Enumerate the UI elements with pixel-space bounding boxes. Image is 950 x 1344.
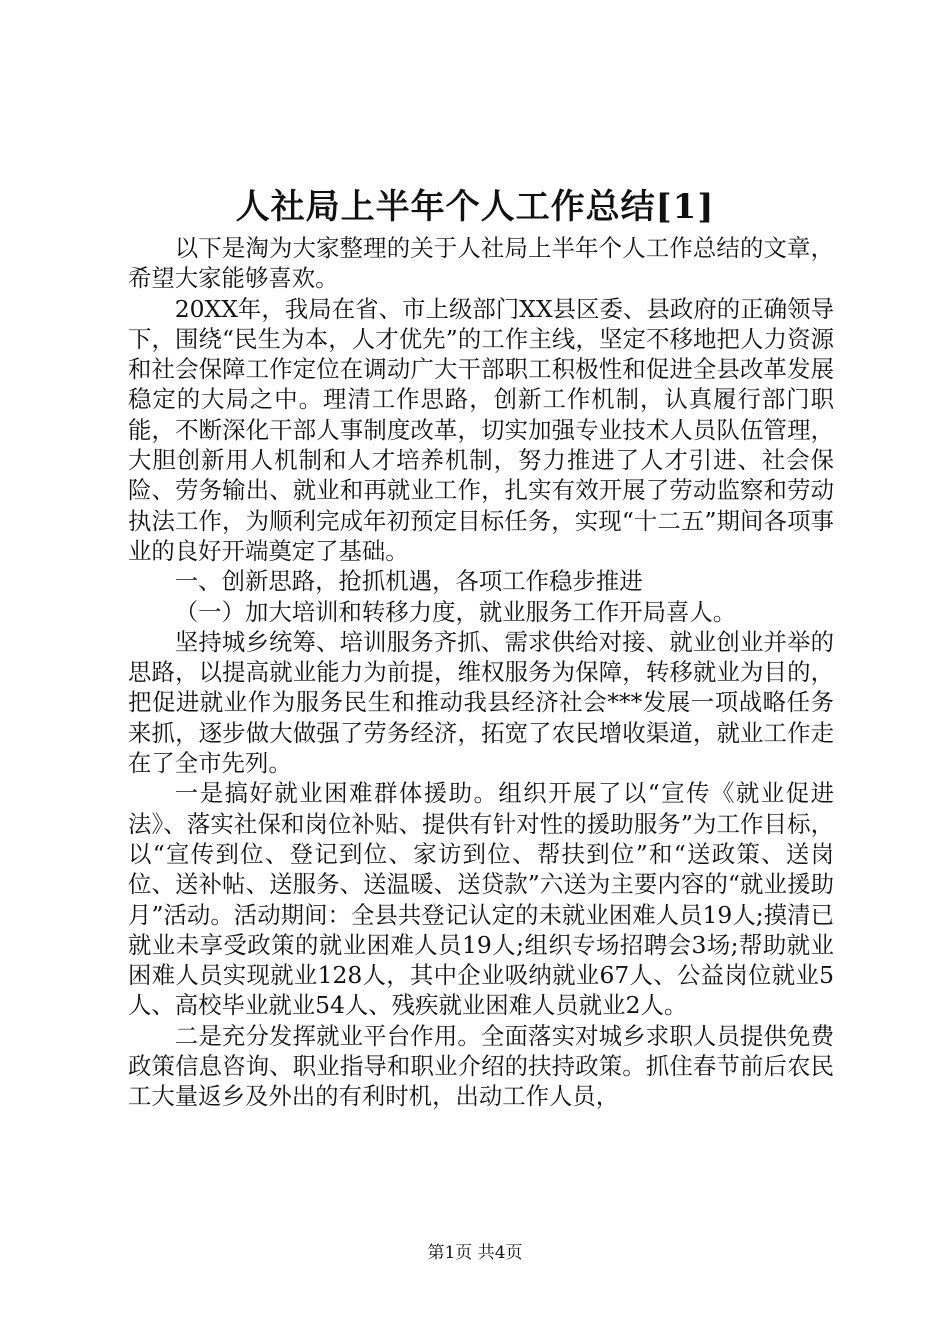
paragraph-employment: 坚持城乡统筹、培训服务齐抓、需求供给对接、就业创业并举的思路，以提高就业能力为前提，维权服务为保障，转移就业为目的，把促进就业作为服务民生和推动我县经济社会***发展一项战略任务来抓，逐步做大做强了劳务经济，拓宽了农民增收渠道，就业工作走在了全市先列。 <box>128 627 834 778</box>
document-title: 人社局上半年个人工作总结[1] <box>235 187 715 227</box>
paragraph-platform: 二是充分发挥就业平台作用。全面落实对城乡求职人员提供免费政策信息咨询、职业指导和职业介绍的扶持政策。抓住春节前后农民工大量返乡及外出的有利时机，出动工作人员， <box>128 1021 834 1111</box>
subsection-heading-1: （一）加大培训和转移力度，就业服务工作开局喜人。 <box>174 597 737 626</box>
paragraph-overview: 20XX年，我局在省、市上级部门XX县区委、县政府的正确领导下，围绕“民生为本，人才优先”的工作主线，坚定不移地把人力资源和社会保障工作定位在调动广大干部职工积极性和促进全县改革发展稳定的大局之中。理清工作思路，创新工作机制，认真履行部门职能，不断深化干部人事制度改革，切实加强专业技术人员队伍管理，大胆创新用人机制和人才培养机制，努力推进了人才引进、社会保险、劳务输出、就业和再就业工作，扎实有效开展了劳动监察和劳动执法工作，为顺利完成年初预定目标任务，实现“十二五”期间各项事业的良好开端奠定了基础。 <box>128 294 834 565</box>
document-body <box>128 233 834 1112</box>
paragraph-assistance: 一是搞好就业困难群体援助。组织开展了以“宣传《就业促进法》、落实社保和岗位补贴、提供有针对性的援助服务”为工作目标，以“宣传到位、登记到位、家访到位、帮扶到位”和“送政策、送岗位、送补帖、送服务、送温暖、送贷款”六送为主要内容的“就业援助月”活动。活动期间：全县共登记认定的未就业困难人员19人;摸清已就业未享受政策的就业困难人员19人;组织专场招聘会3场;帮助就业困难人员实现就业128人，其中企业吸纳就业67人、公益岗位就业5人、高校毕业就业54人、残疾就业困难人员就业2人。 <box>128 779 834 1020</box>
page-footer: 第1页 共4页 <box>427 1243 523 1263</box>
section-heading-1: 一、创新思路，抢抓机遇，各项工作稳步推进 <box>174 567 643 596</box>
paragraph-intro: 以下是淘为大家整理的关于人社局上半年个人工作总结的文章，希望大家能够喜欢。 <box>128 234 834 293</box>
